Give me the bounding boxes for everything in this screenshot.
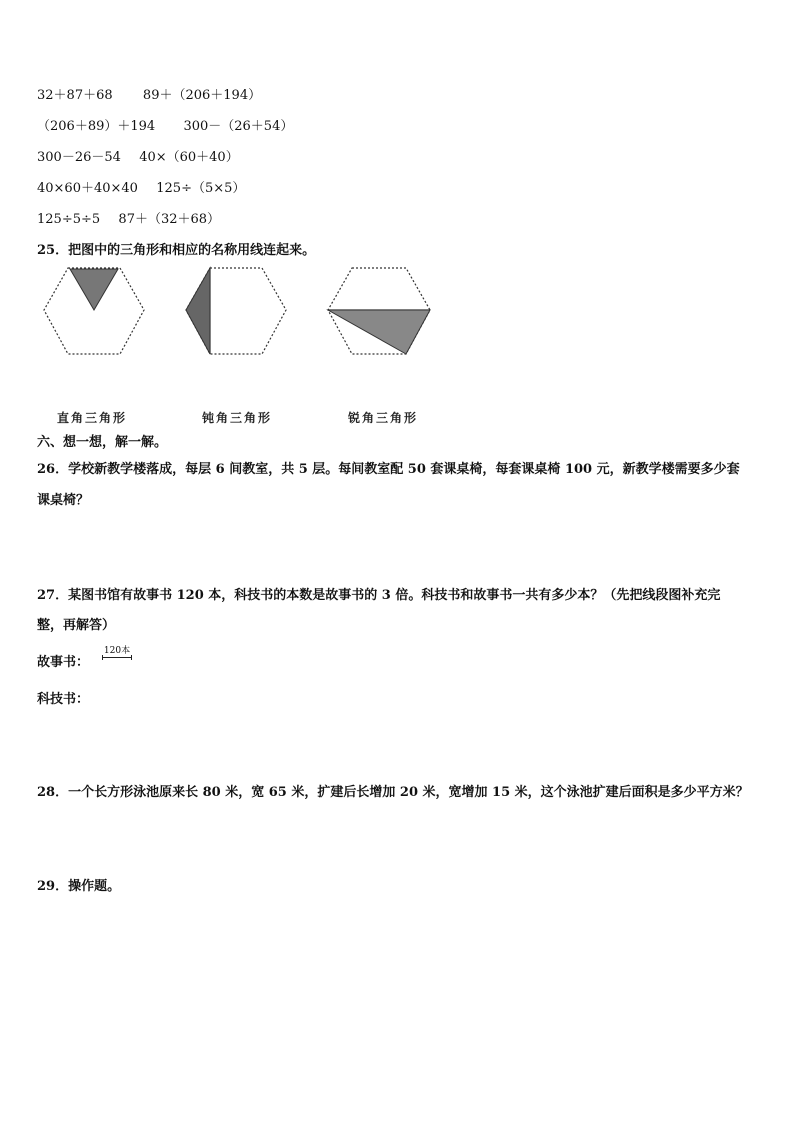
expression: 32＋87＋68 (37, 88, 113, 103)
question-26-continued: 课桌椅？ (37, 493, 90, 508)
label-acute-triangle: 锐角三角形 (348, 411, 419, 425)
question-text: 26．学校新教学楼落成，每层 6 间教室，共 5 层。每间教室配 50 套课桌椅，每套课桌椅 100 元，新教学楼需要多少套 (37, 462, 740, 477)
expression: 40×60＋40×40 (37, 181, 138, 196)
question-27: 27．某图书馆有故事书 120 本，科技书的本数是故事书的 3 倍。科技书和故事书一共有多少本？（先把线段图补充完 (37, 588, 721, 603)
hexagon-figure-2 (184, 266, 288, 356)
calc-line (37, 84, 261, 103)
segment-diagram (102, 646, 132, 662)
label-right-triangle: 直角三角形 (57, 411, 128, 425)
expression: 125÷（5×5） (156, 181, 246, 196)
section-heading: 六、想一想，解一解。 (37, 435, 168, 450)
question-29: 29．操作题。 (37, 879, 121, 894)
shaded-triangle (186, 268, 210, 354)
hexagon-figure-3 (326, 266, 432, 356)
story-books-label: 故事书： (37, 655, 90, 670)
expression: 300－26－54 (37, 150, 121, 165)
hexagon-figure-1 (42, 266, 146, 356)
segment-tick-right (131, 655, 132, 660)
label-obtuse-triangle: 钝角三角形 (202, 411, 273, 425)
question-28: 28．一个长方形泳池原来长 80 米，宽 65 米，扩建后长增加 20 米，宽增加 15 米，这个泳池扩建后面积是多少平方米？ (37, 785, 749, 800)
calc-line (37, 146, 239, 165)
expression: （206＋89）＋194 (37, 119, 156, 134)
tech-books-label: 科技书： (37, 692, 90, 707)
expression: 125÷5÷5 (37, 212, 101, 227)
question-25: 25．把图中的三角形和相应的名称用线连起来。 (37, 243, 316, 258)
shaded-triangle (70, 269, 118, 310)
calc-line (37, 115, 293, 134)
question-26 (37, 458, 740, 477)
expression: 87＋（32＋68） (118, 212, 221, 227)
calc-line (37, 177, 245, 196)
segment-label: 120本 (103, 646, 131, 656)
shaded-triangle (328, 310, 430, 354)
expression: 300－（26＋54） (183, 119, 294, 134)
segment-line (102, 657, 132, 658)
expression: 40×（60＋40） (139, 150, 239, 165)
expression: 89＋（206＋194） (142, 88, 262, 103)
question-27-continued: 整，再解答） (37, 618, 116, 633)
calc-line (37, 208, 220, 227)
segment-tick-left (102, 655, 103, 660)
